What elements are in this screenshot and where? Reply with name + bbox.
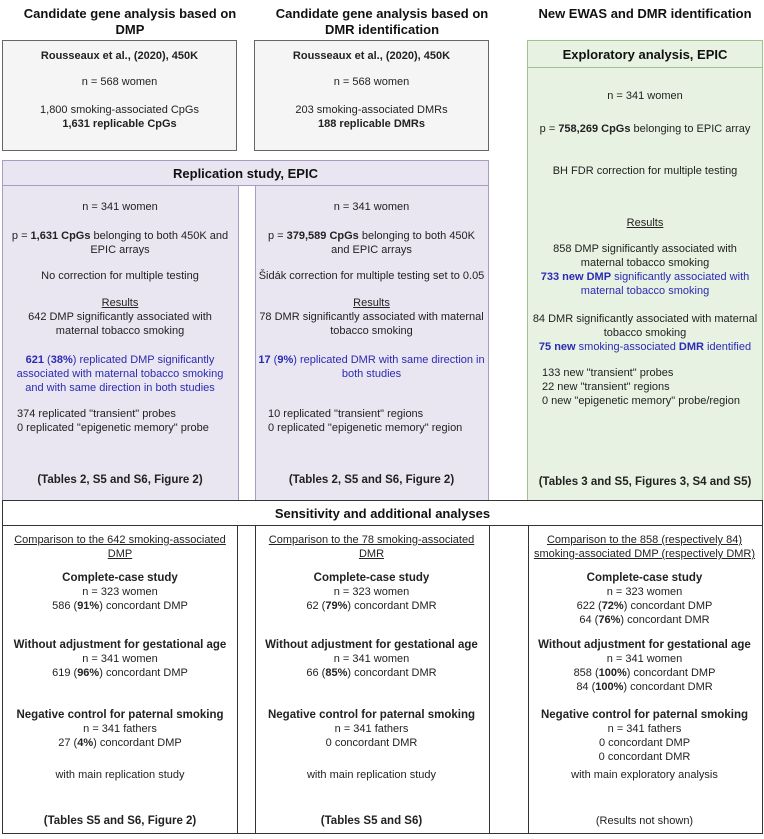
text-segment: smoking-associated: [575, 341, 679, 353]
text-line: [527, 768, 762, 782]
text-line: [3, 585, 237, 599]
text-line: [542, 366, 762, 380]
text-line: [527, 599, 762, 613]
text-segment: associated with maternal tobacco smoking: [16, 368, 224, 380]
text-segment: Rousseaux et al., (2020), 450K: [292, 50, 451, 62]
text-line: [254, 243, 489, 257]
text-segment: with main replication study: [306, 769, 436, 781]
text-line: [527, 666, 762, 680]
text-segment: n = 341 women: [82, 201, 158, 213]
text-segment: Šidák correction for multiple testing set to 0.05: [258, 270, 485, 282]
text-segment: ) concordant DMP: [626, 667, 716, 679]
text-line: [254, 367, 489, 381]
text-line: [17, 407, 237, 421]
text-segment: Negative control for paternal smoking: [540, 709, 749, 721]
text-line: [527, 638, 762, 652]
text-segment: 10 replicated "transient" regions: [268, 408, 424, 420]
text-segment: 9%: [277, 354, 294, 366]
text-segment: n = 323 women: [333, 586, 410, 598]
text-block: [3, 353, 237, 395]
prior-study-dmp-box: [2, 40, 237, 151]
text-segment: 586 (: [52, 600, 78, 612]
text-line: [3, 666, 237, 680]
text-segment: 1,800 smoking-associated CpGs: [40, 104, 199, 116]
text-line: [254, 310, 489, 324]
text-line: [528, 256, 762, 270]
text-segment: 85%: [325, 667, 348, 679]
text-line: [254, 533, 489, 547]
text-segment: (Results not shown): [595, 815, 694, 827]
text-line: [254, 638, 489, 652]
text-segment: 1,631 replicable CpGs: [62, 118, 177, 130]
column-header-dmp: [5, 6, 255, 38]
header-line: DMP: [115, 22, 145, 37]
text-segment: n = 323 women: [606, 586, 683, 598]
text-segment: n = 323 women: [82, 586, 158, 598]
text-segment: 858 (: [573, 667, 599, 679]
text-block: [528, 242, 762, 298]
text-segment: and with same direction in both studies: [25, 382, 215, 394]
text-line: [254, 652, 489, 666]
text-line: [3, 324, 237, 338]
text-line: [254, 768, 489, 782]
text-segment: DMR: [678, 341, 704, 353]
text-segment: tobacco smoking: [603, 327, 687, 339]
text-segment: Without adjustment for gestational age: [13, 639, 227, 651]
text-segment: 374 replicated "transient" probes: [17, 408, 176, 420]
text-line: [3, 75, 236, 89]
text-block: [3, 407, 237, 435]
text-segment: 100%: [595, 681, 624, 693]
text-line: [3, 310, 237, 324]
text-line: [527, 680, 762, 694]
text-line: [3, 571, 237, 585]
sensitivity-new-box: [527, 525, 762, 833]
text-line: [254, 473, 489, 487]
text-segment: belonging to both 450K and: [90, 230, 229, 242]
text-segment: maternal tobacco smoking: [580, 285, 710, 297]
text-line: [528, 340, 762, 354]
text-segment: n = 341 fathers: [607, 723, 682, 735]
text-segment: maternal tobacco smoking: [580, 257, 710, 269]
text-block: [528, 312, 762, 354]
text-line: [255, 49, 488, 63]
text-segment: ) concordant DMR: [623, 681, 713, 693]
column-divider: [489, 526, 529, 833]
text-block: [3, 571, 237, 613]
text-segment: p =: [267, 230, 287, 242]
sensitivity-analyses-title: Sensitivity and additional analyses: [3, 501, 762, 526]
header-line: Candidate gene analysis based on: [275, 6, 489, 21]
text-line: [528, 89, 762, 103]
text-block: [255, 49, 488, 63]
text-segment: 84 (: [576, 681, 596, 693]
text-segment: Results: [101, 297, 139, 309]
text-segment: n = 341 women: [607, 90, 683, 102]
text-segment: 22 new "transient" regions: [542, 381, 670, 393]
text-line: [3, 473, 237, 487]
text-segment: 858 DMP significantly associated with: [553, 243, 737, 255]
text-segment: 133 new "transient" probes: [542, 367, 674, 379]
text-segment: n = 341 women: [333, 653, 410, 665]
text-block: [254, 473, 489, 487]
text-line: [528, 122, 762, 136]
text-block: [528, 475, 762, 489]
text-segment: 622 (: [576, 600, 602, 612]
text-line: [254, 547, 489, 561]
text-line: [3, 117, 236, 131]
column-header-dmr: [257, 6, 507, 38]
text-block: [254, 533, 489, 561]
text-line: [3, 103, 236, 117]
text-segment: p =: [539, 123, 559, 135]
text-block: [528, 366, 762, 408]
text-segment: n = 568 women: [333, 76, 410, 88]
text-segment: ) replicated DMR with same direction in: [293, 354, 485, 366]
text-line: [254, 722, 489, 736]
text-segment: 621: [25, 354, 44, 366]
exploratory-analysis-title: Exploratory analysis, EPIC: [528, 41, 762, 68]
text-block: [254, 200, 489, 214]
text-segment: n = 568 women: [81, 76, 158, 88]
text-segment: (Tables 3 and S5, Figures 3, S4 and S5): [538, 476, 752, 488]
text-block: [254, 407, 489, 435]
text-line: [3, 243, 237, 257]
text-line: [255, 117, 488, 131]
text-block: [528, 89, 762, 103]
text-block: [3, 473, 237, 487]
header-line: Candidate gene analysis based on: [23, 6, 237, 21]
text-segment: 91%: [77, 600, 100, 612]
replication-dmr-box: [254, 185, 489, 501]
text-block: [254, 638, 489, 680]
text-segment: Complete-case study: [62, 572, 178, 584]
text-segment: maternal tobacco smoking: [55, 325, 185, 337]
text-segment: ) concordant DMR: [347, 600, 437, 612]
text-line: [527, 652, 762, 666]
text-line: [527, 533, 762, 547]
text-segment: ) concordant DMP: [623, 600, 713, 612]
text-segment: Without adjustment for gestational age: [538, 639, 751, 651]
text-segment: Negative control for paternal smoking: [267, 709, 476, 721]
text-line: [255, 103, 488, 117]
text-block: [255, 103, 488, 131]
text-line: [528, 164, 762, 178]
text-line: [3, 638, 237, 652]
text-segment: 0 new "epigenetic memory" probe/region: [542, 395, 740, 407]
text-block: [254, 708, 489, 750]
text-segment: 78 DMR significantly associated with maternal: [259, 311, 484, 323]
text-line: [527, 571, 762, 585]
text-line: [527, 708, 762, 722]
text-line: [254, 599, 489, 613]
text-block: [254, 296, 489, 338]
text-line: [254, 353, 489, 367]
text-segment: 733 new DMP: [540, 271, 612, 283]
text-line: [542, 394, 762, 408]
text-line: [3, 296, 237, 310]
text-segment: ) concordant DMP: [93, 737, 182, 749]
replication-dmp-box: [3, 185, 237, 501]
sensitivity-dmp-box: [3, 525, 237, 833]
text-block: [527, 571, 762, 627]
text-line: [527, 613, 762, 627]
text-line: [3, 547, 237, 561]
text-line: [527, 736, 762, 750]
text-segment: ) replicated DMP significantly: [72, 354, 215, 366]
text-segment: ) concordant DMP: [99, 667, 188, 679]
text-segment: 379,589 CpGs: [286, 230, 359, 242]
text-block: [3, 768, 237, 782]
text-line: [527, 585, 762, 599]
text-segment: 17: [258, 354, 271, 366]
text-segment: 642 DMP significantly associated with: [28, 311, 212, 323]
text-line: [254, 269, 489, 283]
text-segment: 0 replicated "epigenetic memory" probe: [17, 422, 209, 434]
text-block: [3, 269, 237, 283]
text-block: [255, 75, 488, 89]
text-segment: n = 341 women: [82, 653, 158, 665]
text-segment: BH FDR correction for multiple testing: [552, 165, 738, 177]
text-segment: DMR: [358, 548, 385, 560]
text-block: [528, 216, 762, 230]
text-block: [527, 533, 762, 561]
text-block: [3, 533, 237, 561]
text-segment: EPIC arrays: [90, 244, 150, 256]
text-block: [254, 814, 489, 828]
text-segment: both studies: [341, 368, 402, 380]
text-segment: 84 DMR significantly associated with maternal: [532, 313, 758, 325]
text-line: [254, 666, 489, 680]
text-segment: (Tables 2, S5 and S6, Figure 2): [288, 474, 455, 486]
text-segment: 1,631 CpGs: [30, 230, 91, 242]
text-segment: ) concordant DMP: [99, 600, 188, 612]
text-line: [3, 736, 237, 750]
text-segment: identified: [703, 341, 752, 353]
text-block: [3, 75, 236, 89]
text-segment: smoking-associated DMP (respectively DMR): [533, 548, 756, 560]
text-segment: 100%: [598, 667, 627, 679]
replication-study-title: Replication study, EPIC: [3, 161, 488, 186]
text-block: [3, 200, 237, 214]
text-segment: ) concordant DMR: [620, 614, 710, 626]
text-block: [527, 638, 762, 694]
text-line: [528, 284, 762, 298]
text-line: [3, 652, 237, 666]
text-line: [254, 324, 489, 338]
text-line: [3, 200, 237, 214]
text-segment: with main replication study: [55, 769, 185, 781]
text-segment: Comparison to the 78 smoking-associated: [268, 534, 475, 546]
text-line: [254, 814, 489, 828]
text-line: [3, 599, 237, 613]
text-segment: 75 new: [538, 341, 576, 353]
text-segment: Without adjustment for gestational age: [265, 639, 478, 651]
text-block: [3, 296, 237, 338]
text-block: [527, 708, 762, 764]
text-segment: (Tables 2, S5 and S6, Figure 2): [37, 474, 203, 486]
text-line: [254, 296, 489, 310]
text-segment: significantly associated with: [611, 271, 750, 283]
text-segment: 76%: [598, 614, 621, 626]
text-segment: Complete-case study: [586, 572, 703, 584]
text-block: [254, 229, 489, 257]
text-line: [3, 269, 237, 283]
text-line: [3, 381, 237, 395]
text-segment: Results: [626, 217, 664, 229]
sensitivity-dmr-box: [254, 525, 489, 833]
header-line: New EWAS and DMR identification: [538, 6, 752, 21]
text-segment: 0 concordant DMP: [598, 737, 691, 749]
text-segment: 72%: [601, 600, 624, 612]
text-line: [254, 585, 489, 599]
text-line: [3, 353, 237, 367]
text-block: [254, 768, 489, 782]
text-segment: Comparison to the 642 smoking-associated: [14, 534, 226, 546]
text-line: [3, 722, 237, 736]
text-segment: ) concordant DMR: [347, 667, 437, 679]
text-segment: with main exploratory analysis: [571, 769, 718, 781]
text-block: [3, 229, 237, 257]
prior-study-dmr-box: [254, 40, 489, 151]
text-line: [268, 407, 489, 421]
text-block: [3, 638, 237, 680]
text-line: [528, 242, 762, 256]
header-line: DMR identification: [324, 22, 440, 37]
text-segment: Negative control for paternal smoking: [16, 709, 224, 721]
text-line: [254, 708, 489, 722]
text-block: [3, 708, 237, 750]
text-line: [542, 380, 762, 394]
text-segment: (Tables S5 and S6, Figure 2): [43, 815, 197, 827]
text-segment: 0 concordant DMR: [598, 751, 691, 763]
text-block: [527, 814, 762, 828]
text-line: [3, 49, 236, 63]
exploratory-analysis-box: [527, 40, 763, 501]
text-segment: 203 smoking-associated DMRs: [295, 104, 448, 116]
text-block: [254, 571, 489, 613]
text-line: [527, 750, 762, 764]
text-line: [3, 768, 237, 782]
text-block: [254, 353, 489, 381]
text-line: [528, 216, 762, 230]
text-line: [528, 312, 762, 326]
text-segment: (Tables S5 and S6): [320, 815, 423, 827]
text-segment: 66 (: [306, 667, 326, 679]
text-segment: 62 (: [306, 600, 326, 612]
text-block: [527, 768, 762, 782]
text-segment: p =: [11, 230, 31, 242]
text-line: [17, 421, 237, 435]
text-line: [255, 75, 488, 89]
text-line: [3, 708, 237, 722]
text-segment: belonging to EPIC array: [630, 123, 751, 135]
text-segment: 619 (: [52, 667, 78, 679]
text-segment: n = 341 women: [606, 653, 683, 665]
text-segment: 38%: [50, 354, 73, 366]
text-line: [528, 270, 762, 284]
text-segment: n = 341 fathers: [334, 723, 409, 735]
text-segment: 96%: [77, 667, 100, 679]
text-segment: 758,269 CpGs: [558, 123, 631, 135]
text-line: [3, 533, 237, 547]
text-line: [3, 229, 237, 243]
text-segment: 27 (: [58, 737, 78, 749]
text-segment: Rousseaux et al., (2020), 450K: [40, 50, 199, 62]
text-block: [528, 122, 762, 136]
text-segment: Comparison to the 858 (respectively 84): [546, 534, 743, 546]
text-line: [3, 814, 237, 828]
text-segment: 0 concordant DMR: [325, 737, 418, 749]
text-line: [527, 547, 762, 561]
text-segment: Results: [353, 297, 390, 309]
text-block: [3, 49, 236, 63]
text-line: [527, 722, 762, 736]
text-segment: 4%: [77, 737, 94, 749]
text-segment: 0 replicated "epigenetic memory" region: [268, 422, 463, 434]
text-line: [528, 475, 762, 489]
text-block: [3, 103, 236, 131]
text-line: [254, 200, 489, 214]
text-line: [268, 421, 489, 435]
column-header-ewas: [520, 6, 764, 22]
text-segment: n = 341 women: [333, 201, 410, 213]
text-segment: tobacco smoking: [330, 325, 413, 337]
text-block: [3, 814, 237, 828]
text-line: [3, 367, 237, 381]
text-line: [528, 326, 762, 340]
text-segment: belonging to both 450K: [358, 230, 476, 242]
text-block: [528, 164, 762, 178]
text-segment: n = 341 fathers: [83, 723, 157, 735]
text-line: [527, 814, 762, 828]
text-block: [254, 269, 489, 283]
text-line: [254, 571, 489, 585]
text-segment: and EPIC arrays: [331, 244, 412, 256]
text-segment: DMP: [107, 548, 133, 560]
text-segment: 64 (: [579, 614, 599, 626]
text-segment: 188 replicable DMRs: [318, 118, 425, 130]
text-line: [254, 229, 489, 243]
text-line: [254, 736, 489, 750]
text-segment: Complete-case study: [313, 572, 430, 584]
text-segment: No correction for multiple testing: [41, 270, 199, 282]
text-segment: 79%: [325, 600, 348, 612]
text-segment: (: [270, 354, 278, 366]
text-segment: (: [43, 354, 51, 366]
